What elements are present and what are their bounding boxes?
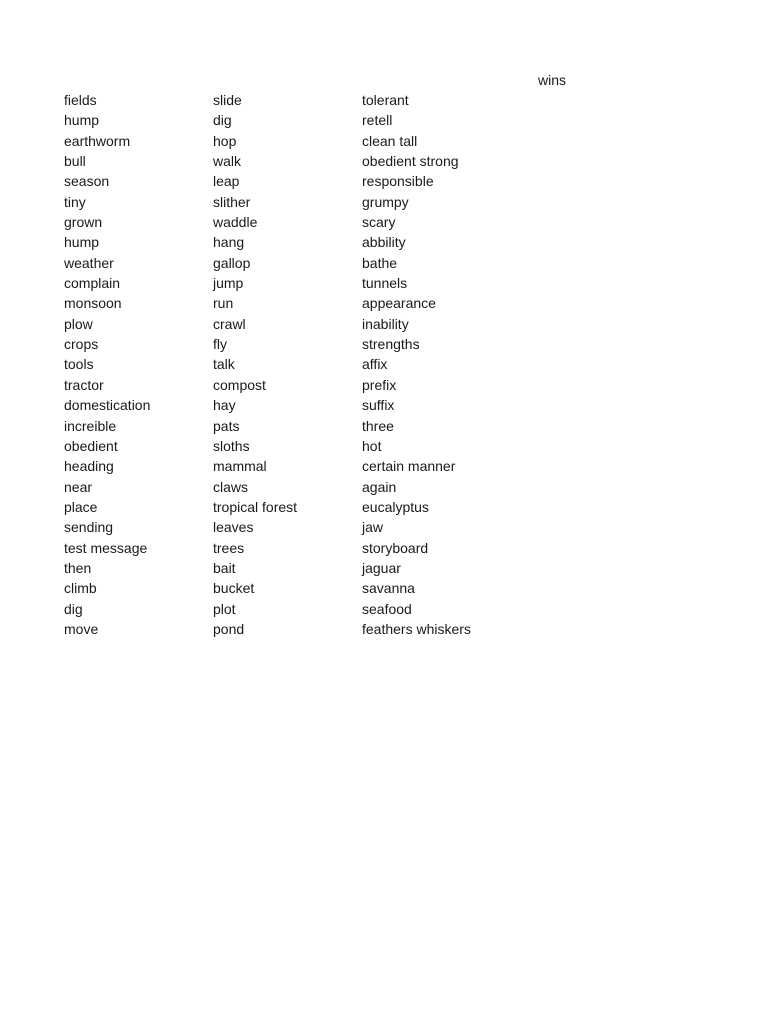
word-item: grown: [64, 214, 103, 231]
word-item: pats: [213, 417, 240, 434]
word-item: eucalyptus: [362, 498, 429, 515]
word-item: hump: [64, 234, 100, 251]
word-item: walk: [213, 153, 242, 170]
word-item: plow: [64, 315, 93, 332]
word-item: bait: [213, 559, 236, 576]
word-item: domestication: [64, 397, 151, 414]
word-item: abbility: [362, 234, 406, 251]
word-item: tunnels: [362, 275, 408, 292]
word-item: mammal: [213, 458, 267, 475]
word-item: feathers whiskers: [362, 620, 471, 637]
word-item: prefix: [362, 376, 397, 393]
word-item: strengths: [362, 336, 420, 353]
word-item: obedient: [64, 437, 118, 454]
word-item: earthworm: [64, 132, 131, 149]
word-item: sloths: [213, 437, 250, 454]
word-item: hop: [213, 132, 237, 149]
word-item: certain manner: [362, 458, 456, 475]
word-item: gallop: [213, 254, 251, 271]
word-item: climb: [64, 580, 97, 597]
word-item: clean tall: [362, 132, 418, 149]
word-item: season: [64, 173, 110, 190]
word-item: bathe: [362, 254, 398, 271]
word-item: seafood: [362, 600, 412, 617]
word-column-1: [64, 90, 150, 639]
word-item: slither: [213, 193, 251, 210]
word-item: hay: [213, 397, 236, 414]
word-item: sending: [64, 519, 114, 536]
word-item: bucket: [213, 580, 255, 597]
word-item: jaw: [362, 519, 384, 536]
word-item: inability: [362, 315, 409, 332]
word-item: heading: [64, 458, 114, 475]
word-item: three: [362, 417, 394, 434]
word-item: pond: [213, 620, 245, 637]
word-item: tiny: [64, 193, 86, 210]
word-item: waddle: [213, 214, 258, 231]
word-item: tools: [64, 356, 94, 373]
word-item: crawl: [213, 315, 246, 332]
word-item: dig: [64, 600, 83, 617]
word-item: run: [213, 295, 234, 312]
word-item: crops: [64, 336, 99, 353]
word-item: tractor: [64, 376, 104, 393]
word-item: jump: [213, 275, 244, 292]
word-item: monsoon: [64, 295, 122, 312]
word-item: dig: [213, 112, 232, 129]
word-item: jaguar: [362, 559, 401, 576]
word-item: compost: [213, 376, 266, 393]
word-item: affix: [362, 356, 388, 373]
word-item: leap: [213, 173, 240, 190]
word-item: tolerant: [362, 92, 409, 108]
word-item: complain: [64, 275, 121, 292]
word-item: hump: [64, 112, 100, 129]
word-column-3: [362, 90, 471, 639]
word-item: increible: [64, 417, 117, 434]
word-item: claws: [213, 478, 249, 495]
word-item: talk: [213, 356, 235, 373]
word-item: test message: [64, 539, 148, 556]
word-item: near: [64, 478, 93, 495]
word-column-2: [213, 90, 297, 639]
word-item: again: [362, 478, 397, 495]
word-item: leaves: [213, 519, 254, 536]
word-item: fields: [64, 92, 97, 108]
word-item: move: [64, 620, 99, 637]
word-item: trees: [213, 539, 245, 556]
word-item: weather: [64, 254, 114, 271]
word-item: fly: [213, 336, 227, 353]
word-item: scary: [362, 214, 396, 231]
word-item: bull: [64, 153, 86, 170]
word-item: grumpy: [362, 193, 409, 210]
word-item: place: [64, 498, 98, 515]
word-item: responsible: [362, 173, 434, 190]
word-item: obedient strong: [362, 153, 459, 170]
word-item: retell: [362, 112, 393, 129]
word-item: then: [64, 559, 92, 576]
word-item: hot: [362, 437, 382, 454]
word-item: storyboard: [362, 539, 429, 556]
word-item: hang: [213, 234, 245, 251]
word-item: savanna: [362, 580, 415, 597]
word-item: suffix: [362, 397, 395, 414]
word-item: tropical forest: [213, 498, 298, 515]
word-item: appearance: [362, 295, 436, 312]
word-item: slide: [213, 92, 242, 108]
corner-word: wins: [538, 72, 567, 88]
word-item: plot: [213, 600, 236, 617]
